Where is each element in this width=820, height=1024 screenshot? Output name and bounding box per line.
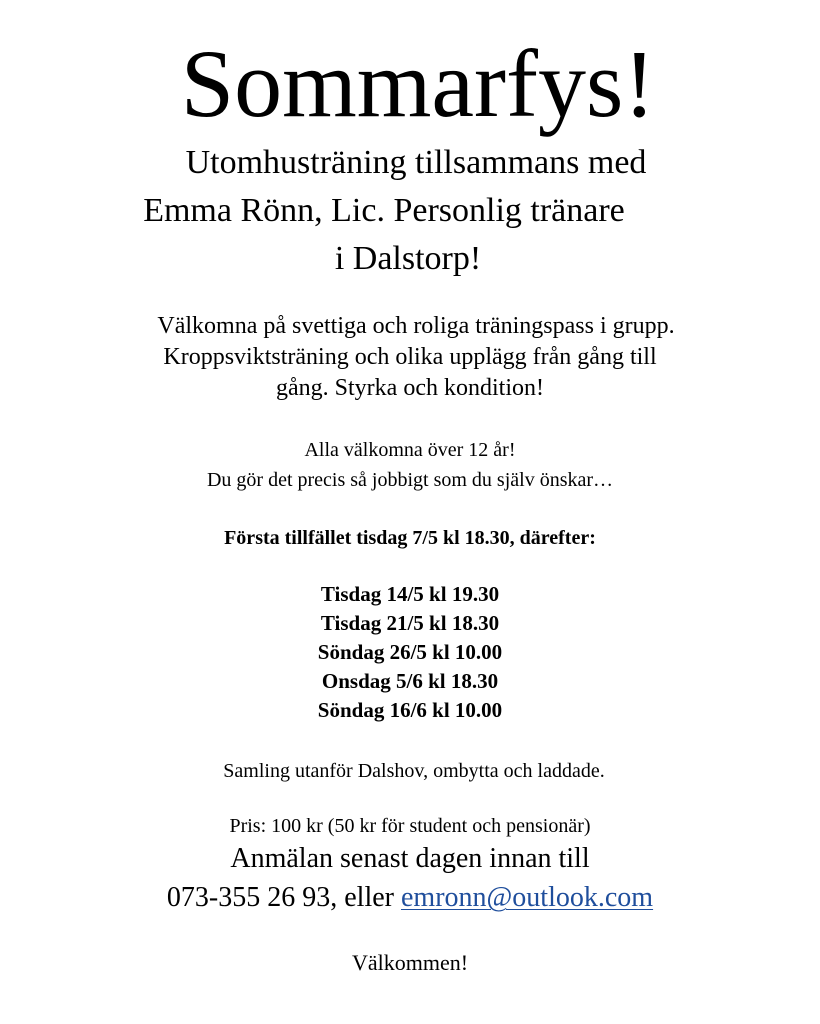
schedule-item: Söndag 26/5 kl 10.00	[317, 640, 503, 664]
meeting-point: Samling utanför Dalshov, ombytta och laddade.	[223, 760, 605, 782]
welcome-line-2: Du gör det precis så jobbigt som du själv önskar…	[206, 469, 614, 491]
first-session: Första tillfället tisdag 7/5 kl 18.30, därefter:	[224, 527, 596, 549]
subtitle-line-3: i Dalstorp!	[334, 240, 482, 277]
schedule-item: Söndag 16/6 kl 10.00	[317, 698, 503, 722]
email-link[interactable]: emronn@outlook.com	[400, 882, 654, 913]
closing-text: Välkommen!	[351, 950, 469, 975]
registration-line: Anmälan senast dagen innan till	[230, 843, 590, 874]
schedule-item: Tisdag 21/5 kl 18.30	[320, 611, 500, 635]
schedule-item: Tisdag 14/5 kl 19.30	[320, 582, 500, 606]
contact-line	[0, 884, 820, 912]
intro-line-2: Kroppsviktsträning och olika upplägg från gång till	[163, 344, 657, 370]
price-info: Pris: 100 kr (50 kr för student och pensionär)	[229, 815, 591, 837]
welcome-line-1: Alla välkomna över 12 år!	[304, 439, 516, 461]
page-title: Sommarfys!	[180, 30, 656, 137]
phone-number: 073-355 26 93, eller	[166, 882, 401, 913]
subtitle-line-1: Utomhusträning tillsammans med	[185, 144, 647, 181]
intro-line-3: gång. Styrka och kondition!	[276, 375, 544, 401]
subtitle-line-2: Emma Rönn, Lic. Personlig tränare	[143, 192, 625, 229]
intro-line-1: Välkomna på svettiga och roliga träningspass i grupp.	[157, 313, 675, 339]
schedule-item: Onsdag 5/6 kl 18.30	[321, 669, 499, 693]
